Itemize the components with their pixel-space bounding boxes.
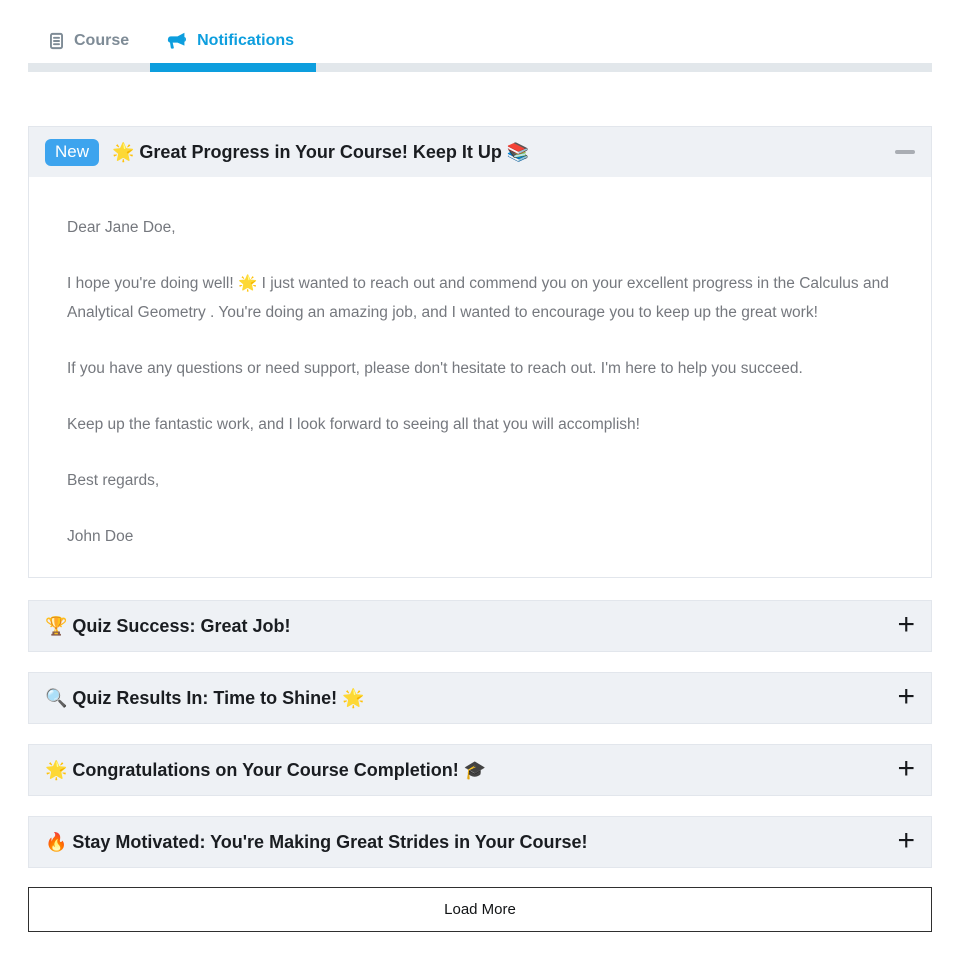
notification-card-collapsed: [28, 672, 932, 724]
tab-course-label: Course: [74, 32, 130, 49]
body-paragraph: I hope you're doing well! 🌟 I just wanted to reach out and commend you on your excellent progress in the Calculus and Analytical Geometry . You're doing an amazing job, and I wanted to encourage you to keep up the great work!: [67, 275, 889, 321]
expand-plus-icon[interactable]: +: [897, 679, 915, 713]
notification-title: 🏆 Quiz Success: Great Job!: [45, 615, 291, 636]
new-badge: New: [45, 139, 99, 166]
notification-card-collapsed: [28, 816, 932, 868]
notification-header[interactable]: [29, 673, 931, 723]
body-paragraph: Best regards,: [67, 472, 160, 489]
expand-plus-icon[interactable]: +: [897, 823, 915, 857]
body-paragraph: If you have any questions or need support, please don't hesitate to reach out. I'm here to help you succeed.: [67, 360, 803, 377]
tab-course[interactable]: [47, 31, 129, 51]
notification-title: 🔍 Quiz Results In: Time to Shine! 🌟: [45, 687, 365, 708]
document-icon: [47, 31, 66, 51]
tab-underline-track: [28, 63, 932, 72]
megaphone-icon: [167, 30, 189, 52]
notification-header[interactable]: [29, 817, 931, 867]
body-paragraph: Keep up the fantastic work, and I look forward to seeing all that you will accomplish!: [67, 416, 640, 433]
expand-plus-icon[interactable]: +: [897, 607, 915, 641]
notification-header[interactable]: [29, 127, 931, 177]
notification-header[interactable]: [29, 601, 931, 651]
body-paragraph: John Doe: [67, 528, 134, 545]
notification-title: 🔥 Stay Motivated: You're Making Great Strides in Your Course!: [45, 831, 588, 852]
notification-title: 🌟 Congratulations on Your Course Completion! 🎓: [45, 759, 487, 780]
notification-title: 🌟 Great Progress in Your Course! Keep It Up 📚: [112, 141, 530, 162]
page-container: [28, 0, 932, 932]
notification-header[interactable]: [29, 745, 931, 795]
notification-card-collapsed: [28, 600, 932, 652]
load-more-button[interactable]: Load More: [28, 887, 932, 932]
tab-bar: [28, 0, 932, 72]
collapse-minus-icon[interactable]: [895, 150, 915, 154]
body-paragraph: Dear Jane Doe,: [67, 219, 176, 236]
notification-card-collapsed: [28, 744, 932, 796]
tabs-row: [28, 25, 932, 57]
tab-notifications-label: Notifications: [197, 32, 295, 49]
notification-card-expanded: [28, 126, 932, 578]
expand-plus-icon[interactable]: +: [897, 751, 915, 785]
notification-body: [29, 177, 931, 577]
tab-notifications[interactable]: [167, 30, 294, 52]
active-tab-indicator: [150, 63, 316, 72]
